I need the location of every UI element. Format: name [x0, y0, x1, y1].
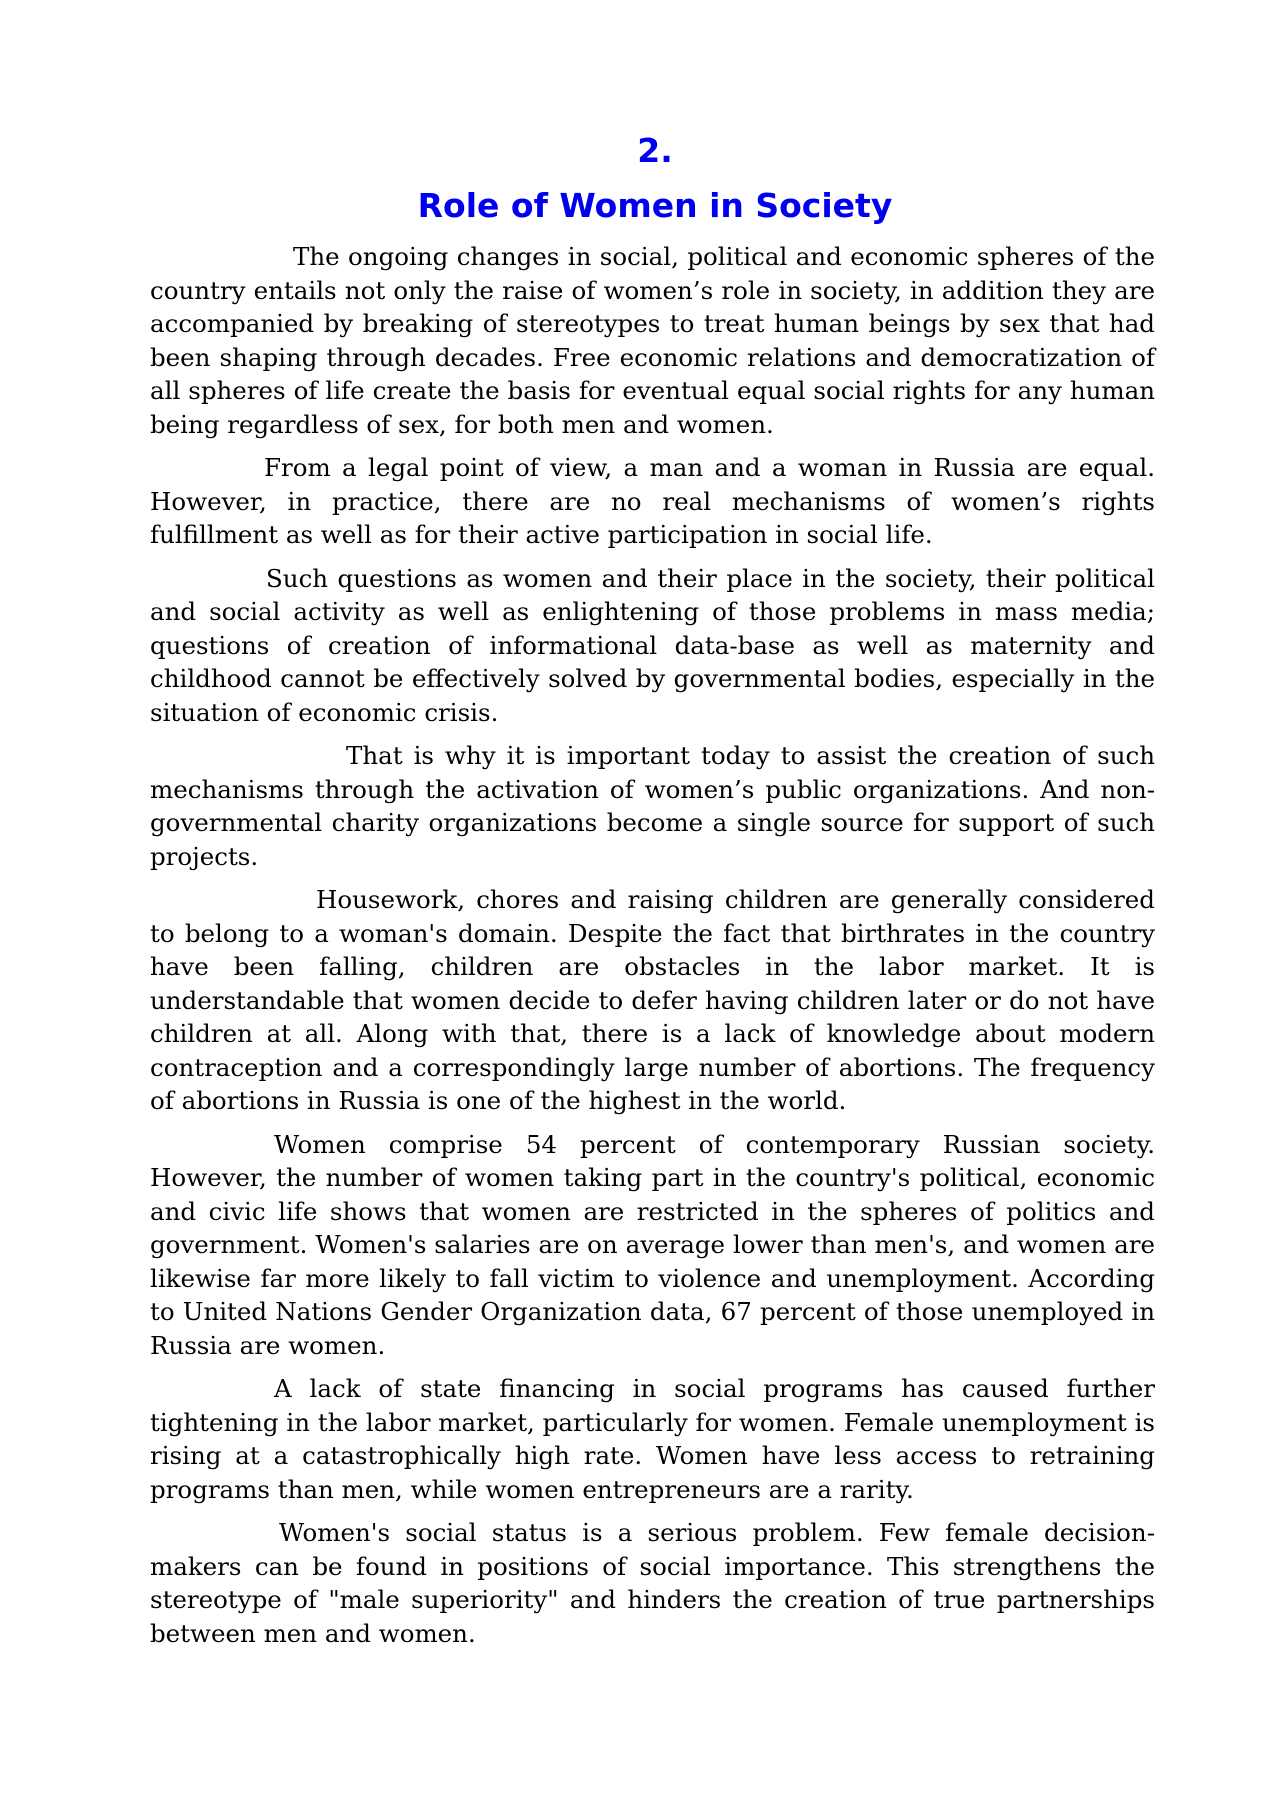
- body-text: [150, 240, 1155, 1660]
- paragraph: That is why it is important today to assist the creation of such mechanisms through the activation of women’s public organizations. And non-governmental charity organizations become a single source for support of such projects.: [150, 741, 1155, 871]
- paragraph: Such questions as women and their place in the society, their political and social activity as well as enlightening of those problems in mass media; questions of creation of informational data-base as well as maternity and childhood cannot be effectively solved by governmental bodies, especially in the situation of economic crisis.: [150, 563, 1155, 727]
- section-title: Role of Women in Society: [417, 186, 893, 225]
- paragraph: From a legal point of view, a man and a woman in Russia are equal. However, in practice, there are no real mechanisms of women’s rights fulfillment as well as for their active participation in social life.: [150, 453, 1155, 549]
- section-number: 2.: [637, 131, 673, 170]
- paragraph: Women comprise 54 percent of contemporary Russian society. However, the number of women taking part in the country's political, economic and civic life shows that women are restricted in the spheres of politics and government. Women's salaries are on average lower than men's, and women are likewise far more likely to fall victim to violence and unemployment. According to United Nations Gender Organization data, 67 percent of those unemployed in Russia are women.: [150, 1129, 1155, 1360]
- paragraph: Housework, chores and raising children are generally considered to belong to a woman's domain. Despite the fact that birthrates in the country have been falling, children are obstacles in the labor market. It is understandable that women decide to defer having children later or do not have children at all. Along with that, there is a lack of knowledge about modern contraception and a correspondingly large number of abortions. The frequency of abortions in Russia is one of the highest in the world.: [150, 885, 1155, 1115]
- paragraph: The ongoing changes in social, political and economic spheres of the country entails not only the raise of women’s role in society, in addition they are accompanied by breaking of stereotypes to treat human beings by sex that had been shaping through decades. Free economic relations and democratization of all spheres of life create the basis for eventual equal social rights for any human being regardless of sex, for both men and women.: [150, 242, 1155, 439]
- paragraph: A lack of state financing in social programs has caused further tightening in the labor market, particularly for women. Female unemployment is rising at a catastrophically high rate. Women have less access to retraining programs than men, while women entrepreneurs are a rarity.: [150, 1374, 1155, 1504]
- paragraph: Women's social status is a serious problem. Few female decision-makers can be found in positions of social importance. This strengthens the stereotype of "male superiority" and hinders the creation of true partnerships between men and women.: [150, 1518, 1155, 1648]
